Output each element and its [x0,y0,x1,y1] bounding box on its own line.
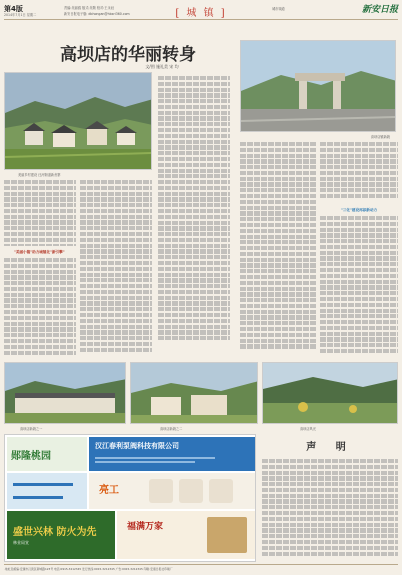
article-headline: 高坝店的华丽转身 [60,45,196,65]
body-column-4 [240,142,316,358]
ad-pump-brand: 汉江春利泵阀科技有限公司 [95,442,179,450]
ad-forest [7,511,115,559]
main-photo-caption: 美丽乡村建设 汪河街道新舍寨 [18,173,61,177]
body-column-1 [4,180,76,246]
wechat-line: 新安日报电子版: dbhongan@hbxri360.com [64,12,130,16]
masthead: 新安日报 [361,5,398,15]
body-column-5b [320,216,398,358]
body-column-2 [80,180,152,358]
ad-peach-brand: 郧隆桃园 [11,451,51,462]
ad-liang [89,473,255,509]
right-photo [240,40,396,132]
ad-fortune-brand: 福满万家 [127,522,164,532]
page-date: 2014年7月1日 星期二 [4,13,37,17]
body-column-5 [320,142,398,202]
bottom-caption-1: 高坝店新貌之一 [20,427,43,431]
header-rule [4,19,398,20]
bottom-photo-3 [262,362,398,424]
page-footer: ·地址及邮编:安康市汉滨区新城路123号 电话:0915-3212345 发行热线:0915-3212345 广告:0915-3212345 印刷:安康日报社印刷厂 [4,564,398,573]
ad-pump [89,437,255,471]
bottom-caption-3: 高坝店风光 [300,427,316,431]
main-photo [4,72,152,170]
ad-forest-brand: 盛世兴林 防火为先 [13,527,97,538]
body-column-3 [158,76,230,358]
ads-area [4,434,256,562]
ad-blue [7,473,87,509]
header-mid-line: 城市频道 [272,7,285,11]
body-column-1b [4,258,76,358]
editor-line: 责编:吴丽鸥 版式:吴敬 校对:王永冠 [64,6,114,10]
notice-column [262,434,398,562]
page-number: 第4版 [4,5,23,13]
right-photo-caption: 高坝店镇新貌 [370,135,390,139]
ad-peach [7,437,87,471]
article-byline: 文/图 施礼美 宋 均 [145,64,179,69]
bottom-caption-2: 高坝店新貌之二 [160,427,183,431]
ad-forest-sub: 林业局宣 [13,540,29,545]
ad-liang-brand: 亮工 [99,485,119,496]
bottom-photo-2 [130,362,258,424]
notice-body [262,459,398,563]
ad-fortune [117,511,255,559]
section-tag: [ 城 镇 ] [175,8,227,19]
notice-title: 声 明 [306,442,354,453]
subhead-1: "美丽小镇"助力城镇化"新引擎" [14,250,65,254]
bottom-photo-1 [4,362,126,424]
subhead-2: "三化"建设再添新动力 [340,208,378,212]
